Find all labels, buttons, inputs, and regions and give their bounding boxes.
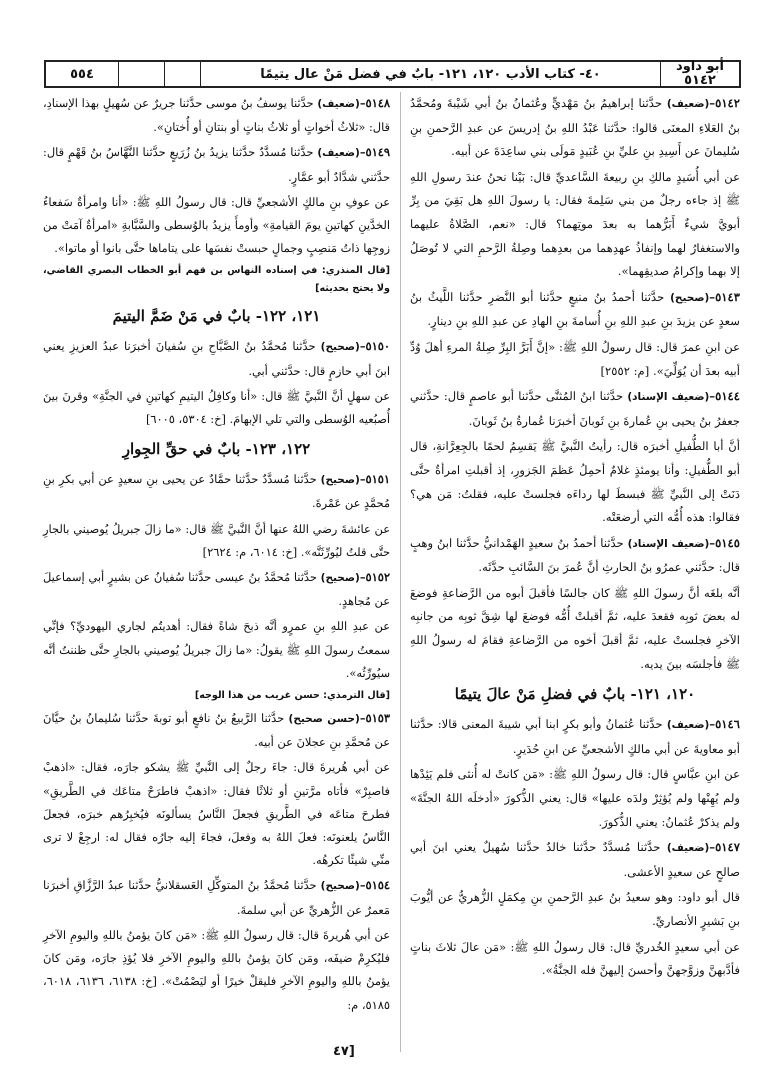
hadith-matn: عن أبي سعيدٍ الخُدريِّ قال: قال رسولُ اللهِ ﷺ: «مَن عالَ ثلاثَ بناتٍ فأدَّبهنَّ وزوَّجهنَّ وأحسنَ إليهنَّ فله الجنَّةُ». xyxy=(410,939,740,978)
hadith-grade: (ضعيف) xyxy=(317,147,360,160)
hadith-number-dash: – xyxy=(709,389,716,404)
hadith-matn: عن أبي أُسَيدٍ مالكِ بنِ ربيعةَ السَّاعديِّ قال: بَيْنا نحنُ عندَ رسولِ اللهِ ﷺ إذ جاءه رجلٌ من بني سَلِمةَ فقال: يا رسولَ اللهِ هل بَقِيَ من بِرِّ أبويَّ شيءٌ أَبَرُّهما به بعدَ موتِهما؟ قال: «نعم، الصَّلاةُ عليهما والاستغفارُ لهما وإنفاذُ عهدِهما من بعدِهما وصِلةُ الرَّحمِ التي لا تُوصَلُ إلا بهما وإكرامُ صديقِهما». xyxy=(410,169,740,279)
running-title: ٤٠- كتاب الأدب ١٢٠، ١٢١- بابٌ في فضل مَنْ عال يتيمًا xyxy=(201,62,661,86)
hadith-number-dash: – xyxy=(359,878,366,893)
hadith-number: ٥١٥٠ xyxy=(365,339,390,354)
hadith-chain xyxy=(43,468,390,515)
hadith-matn: أنَّه بلغَه أنَّ رسولَ اللهِ ﷺ كان جالسًا فأقبلَ أبوه من الرَّضاعةِ فوضعَ له بعضَ ثوبِه فقعدَ عليه، ثمَّ أقبلتْ أُمُّه فوضعَ لها شِقَّ ثوبِه من جانبِه الآخرِ فجلستْ عليه، ثمَّ أقبلَ أخوه من الرَّضاعةِ فقامَ له رسولُ اللهِ ﷺ فأجلسَه بينَ يديه. xyxy=(410,585,740,671)
hadith-chain xyxy=(43,874,390,921)
hadith-number: ٥١٤٦ xyxy=(715,717,740,732)
hadith-chain xyxy=(43,335,390,382)
hadith-number: ٥١٥٢ xyxy=(365,570,390,585)
hadith-number: ٥١٤٩ xyxy=(365,145,391,160)
hadith-number: ٥١٤٣ xyxy=(715,289,740,304)
source-book: أبو داود xyxy=(676,58,724,74)
hadith-isnad-text: حدَّثنا إبراهيمُ بنُ مَهْديٍّ وعُثمانُ بنُ أبي شَيْبةَ ومُحمَّدُ بنُ العَلاءِ المعنَى قالوا: حدَّثنا عَبْدُ اللهِ بنُ إدريسَ عن عبدِ الرَّحمنِ بنِ سُليمانَ عن أَسِيدِ بنِ عليِّ بنِ عُبَيدٍ مَولَى بني ساعِدَةَ عن أبيه. xyxy=(410,96,740,159)
hadith-chain xyxy=(410,92,740,164)
hadith-number-dash: – xyxy=(709,289,716,304)
header-blank-cell xyxy=(165,62,201,86)
hadith-grade: (ضعيف الإسناد) xyxy=(627,391,710,404)
hadith-isnad-text: حدَّثنا عُثمانُ وأبو بكرٍ ابنا أبي شيبةَ المعنى قالا: حدَّثنا أبو معاويةَ عن أبي مالكٍ الأشجعيِّ عن ابنِ حُدَيرٍ. xyxy=(410,717,740,756)
hadith-number-dash: – xyxy=(359,711,366,726)
hadith-number-dash: – xyxy=(359,570,366,585)
hadith-matn: عن سهلٍ أنَّ النَّبيَّ ﷺ قال: «أنا وكافِلُ اليتيمِ كهاتينِ في الجنَّةِ» وقرنَ بينَ أُصبُعيه الوُسطى والتي تلي الإبهامَ. [خ: ٥٣٠٤، ٦٠٠٥] xyxy=(43,388,390,427)
hadith-matn: عن ابنِ عبَّاسٍ قال: قال رسولُ اللهِ ﷺ: «مَن كانتْ له أُنثى فلم يَئِدْها ولم يُهِنْها ولم يُؤثِرْ ولدَه عليها» قال: يعني الذُّكورَ «أدخلَه اللهُ الجنَّةَ» ولم يذكرْ عُثمانُ: يعني الذُّكورَ. xyxy=(410,767,740,829)
hadith-isnad-text: حدَّثنا مُحمَّدُ بنُ عيسى حدَّثنا سُفيانُ عن بشيرٍ أبي إسماعيلَ عن مُجاهدٍ. xyxy=(43,570,390,609)
column-divider xyxy=(400,92,401,1052)
hadith-grade: (ضعيف) xyxy=(666,719,710,732)
header-blank-cell xyxy=(119,62,165,86)
hadith-isnad-text: حدَّثنا أحمدُ بنُ منيعٍ حدَّثنا أبو النَّضرِ حدَّثنا اللَّيثُ بنُ سعدٍ عن يزيدَ بنِ عبدِ اللهِ بنِ أُسامةَ بنِ الهادِ عن عبدِ اللهِ بنِ دينارٍ. xyxy=(410,289,740,329)
hadith-matn: عن عوفِ بنِ مالكٍ الأشجعيِّ قال: قال رسولُ اللهِ ﷺ: «أنا وامرأةٌ سَفعاءُ الخدَّينِ كهاتينِ يومَ القيامةِ» وأومأَ يزيدُ بالوُسطى والسَّبَّابةِ «امرأةٌ آمَتْ من زوجِها ذاتُ مَنصِبٍ وجمالٍ حبستْ نفسَها على يتاماها حتَّى بانوا أو ماتوا». xyxy=(43,194,390,256)
hadith-number: ٥١٤٧ xyxy=(715,840,740,855)
chapter-heading: ١٢٠، ١٢١- بابٌ في فضلِ مَنْ عالَ يتيمًا xyxy=(454,685,696,704)
hadith-chain xyxy=(410,385,740,433)
hadith-chain xyxy=(410,836,740,884)
hadith-matn: عن أبي هُريرةَ قال: قال رسولُ اللهِ ﷺ: «مَن كانَ يؤمنُ باللهِ واليومِ الآخرِ فليُكرِمْ ضيفَه، ومَن كانَ يؤمنُ باللهِ واليومِ الآخرِ فلا يُؤذِ جارَه، ومَن كانَ يؤمنُ باللهِ واليومِ الآخرِ فليقلْ خيرًا أو ليَصْمُتْ». [خ: ٦١٣٨، ٦١٣٦، ٦٠١٨، ٥١٨٥، م: xyxy=(43,927,390,1012)
hadith-grade: (صحيح) xyxy=(320,341,360,354)
hadith-isnad-text: حدَّثنا مُحمَّدُ بنُ الصَّبَّاحِ بنِ سُفيانَ أخبرَنا عبدُ العزيزِ يعني ابنَ أبي حازمٍ قال: حدَّثني أبي. xyxy=(43,339,390,378)
hadith-chain xyxy=(43,141,390,188)
hadith-number: ٥١٤٥ xyxy=(715,535,740,550)
hadith-matn: عن عبدِ اللهِ بنِ عمرٍو أنَّه ذبحَ شاةً فقال: أهديتُم لجاري اليهوديِّ؟ فإنِّي سمعتُ رسولَ اللهِ ﷺ يقولُ: «ما زالَ جبريلُ يُوصيني بالجارِ حتَّى ظننتُ أنَّه سيُورِّثُه». xyxy=(43,619,390,680)
hadith-number-dash: – xyxy=(709,840,716,855)
hadith-grade: (حسن صحيح) xyxy=(288,713,360,726)
hadith-chain xyxy=(43,707,390,754)
hadith-isnad-text: حدَّثنا ابنُ المُثنَّى حدَّثنا أبو عاصمٍ قال: حدَّثني جعفرُ بنُ يحيى بنِ عُمارةَ بنِ ثَوبانَ أخبرَنا عُمارةُ بنُ ثَوبانَ. xyxy=(410,389,740,428)
editor-note: [قال المنذري: في إسناده النهاس بن قهم أبو الخطاب البصري القاضي، ولا يحتج بحديثه] xyxy=(43,265,390,295)
hadith-isnad-text: حدَّثنا مُسدَّدٌ حدَّثنا حمَّادٌ عن يحيى بنِ سعيدٍ عن أبي بكرِ بنِ مُحمَّدٍ عن عَمْرةَ. xyxy=(43,472,390,511)
hadith-number: ٥١٥٤ xyxy=(365,878,390,893)
hadith-matn: قال أبو داود: وهو سعيدُ بنُ عبدِ الرَّحمنِ بنِ مِكمَلٍ الزُّهريُّ عن أيُّوبَ بنِ بَشيرٍ الأنصاريِّ. xyxy=(410,890,740,928)
hadith-isnad-text: حدَّثنا مُحمَّدُ بنُ المتوكِّلِ العَسقلانيُّ حدَّثنا عبدُ الرَّزَّاقِ أخبرَنا مَعمرٌ عن الزُّهريِّ عن أبي سلمةَ. xyxy=(43,878,390,917)
hadith-number: ٥١٤٤ xyxy=(715,389,741,404)
hadith-isnad-text: حدَّثنا الرَّبيعُ بنُ نافعٍ أبو توبةَ حدَّثنا سُليمانُ بنُ حيَّانَ عن مُحمَّدِ بنِ عجلانَ عن أبيه. xyxy=(43,711,390,750)
hadith-number-dash: – xyxy=(709,96,716,110)
hadith-isnad-text: حدَّثنا أحمدُ بنُ سعيدٍ الهَمْدانيُّ حدَّثنا ابنُ وهبٍ قال: حدَّثني عمرُو بنُ الحارثِ أنَّ عُمرَ بنَ السَّائبِ حدَّثَه. xyxy=(410,535,740,575)
hadith-matn: أنَّ أبا الطُّفيلِ أخبرَه قال: رأيتُ النَّبيَّ ﷺ يَقسِمُ لحمًا بالجِعِرَّانةِ، قال أبو الطُّفيلِ: وأنا يومئذٍ غلامٌ أحمِلُ عَظمَ الجَزورِ، إذ أقبلتِ امرأةٌ حتَّى دَنَتْ إلى النَّبيِّ ﷺ فبسطَ لها رداءَه فجلستْ عليه، فقلتُ: مَن هي؟ فقالوا: هذه أُمُّه التي أرضعَتْه. xyxy=(410,439,740,525)
hadith-matn: عن عائشةَ رضي اللهُ عنها أنَّ النَّبيَّ ﷺ قال: «ما زالَ جبريلُ يُوصيني بالجارِ حتَّى قلتُ ليُورِّثَنَّه». [خ: ٦٠١٤، م: ٢٦٢٤] xyxy=(43,521,390,559)
editor-note: [قال الترمذي: حسن غريب من هذا الوجه] xyxy=(194,690,390,702)
hadith-number-dash: – xyxy=(359,472,366,487)
hadith-number-dash: – xyxy=(359,96,366,110)
hadith-grade: (صحيح) xyxy=(320,572,360,585)
left-text-column xyxy=(43,92,390,1019)
hadith-matn: عن ابنِ عمرَ قال: قال رسولُ اللهِ ﷺ: «إنَّ أَبَرَّ البِرِّ صِلةُ المرءِ أهلَ وُدِّ أبيه بعدَ أن يُوَلِّيَ». [م: ٢٥٥٢] xyxy=(410,339,740,378)
hadith-number: ٥١٤٨ xyxy=(365,96,391,110)
hadith-matn: عن أبي هُريرةَ قال: جاءَ رجلٌ إلى النَّبيِّ ﷺ يشكو جارَه، فقال: «اذهبْ فاصبِرْ» فأتاه مرَّتينِ أو ثلاثًا فقال: «اذهبْ فاطرَحْ متاعَك في الطَّريقِ» فطرحَ متاعَه في الطَّريقِ فجعلَ النَّاسُ يسألونَه فيُخبِرُهم خبرَه، فجعلَ النَّاسُ يلعنونَه: فعلَ اللهُ به وفعلَ، فجاءَ إليه جارُه فقال له: ارجِعْ لا ترى منِّي شيئًا تكرهُه. xyxy=(43,760,390,868)
hadith-chain xyxy=(43,566,390,613)
hadith-number: ٥١٥١ xyxy=(365,472,390,487)
hadith-grade: (صحيح) xyxy=(320,474,360,487)
hadith-chain xyxy=(43,92,390,139)
hadith-grade: (ضعيف) xyxy=(317,98,360,110)
hadith-chain xyxy=(410,713,740,761)
source-reference xyxy=(661,58,739,88)
page-header xyxy=(44,60,741,88)
hadith-isnad-text: حدَّثنا مُسدَّدٌ حدَّثنا خالدٌ حدَّثنا سُهيلٌ يعني ابنَ أبي صالحٍ عن سعيدٍ الأعشى. xyxy=(410,840,740,879)
hadith-isnad-text: حدَّثنا مُسدَّدٌ حدَّثنا يزيدُ بنُ زُرَيعٍ حدَّثنا النَّهَّاسُ بنُ قَهْمٍ قال: حدَّثني شدَّادٌ أبو عمَّارٍ. xyxy=(43,145,390,184)
hadith-number-dash: – xyxy=(709,717,716,732)
chapter-heading: ١٢١، ١٢٢- بابٌ في مَنْ ضَمَّ اليتيمَ xyxy=(112,307,321,326)
hadith-isnad-text: حدَّثنا يوسفُ بنُ موسى حدَّثنا جريرٌ عن سُهيلٍ بهذا الإسنادِ، قال: «ثلاثُ أخواتٍ أو ثلاثُ بناتٍ أو بنتانِ أو أُختانِ». xyxy=(43,96,390,135)
hadith-chain xyxy=(410,286,740,334)
footer-page-marker: ٤٧] xyxy=(333,1044,355,1059)
hadith-number-dash: – xyxy=(359,339,366,354)
hadith-grade: (صحيح) xyxy=(670,291,710,304)
chapter-heading: ١٢٢، ١٢٣- بابٌ في حقِّ الجِوارِ xyxy=(122,440,311,459)
hadith-grade: (ضعيف) xyxy=(666,98,710,110)
hadith-number-dash: – xyxy=(359,145,366,160)
hadith-grade: (ضعيف الإسناد) xyxy=(627,537,710,550)
hadith-number: ٥١٤٢ xyxy=(715,96,741,110)
hadith-grade: (صحيح) xyxy=(320,880,360,893)
hadith-chain xyxy=(410,532,740,580)
hadith-number: ٥١٥٣ xyxy=(365,711,390,726)
hadith-grade: (ضعيف) xyxy=(666,842,710,855)
hadith-number-dash: – xyxy=(709,535,716,550)
source-hadith-range: ٥١٤٢ xyxy=(684,73,716,88)
page-number: ٥٥٤ xyxy=(46,62,119,86)
right-text-column xyxy=(410,92,740,985)
